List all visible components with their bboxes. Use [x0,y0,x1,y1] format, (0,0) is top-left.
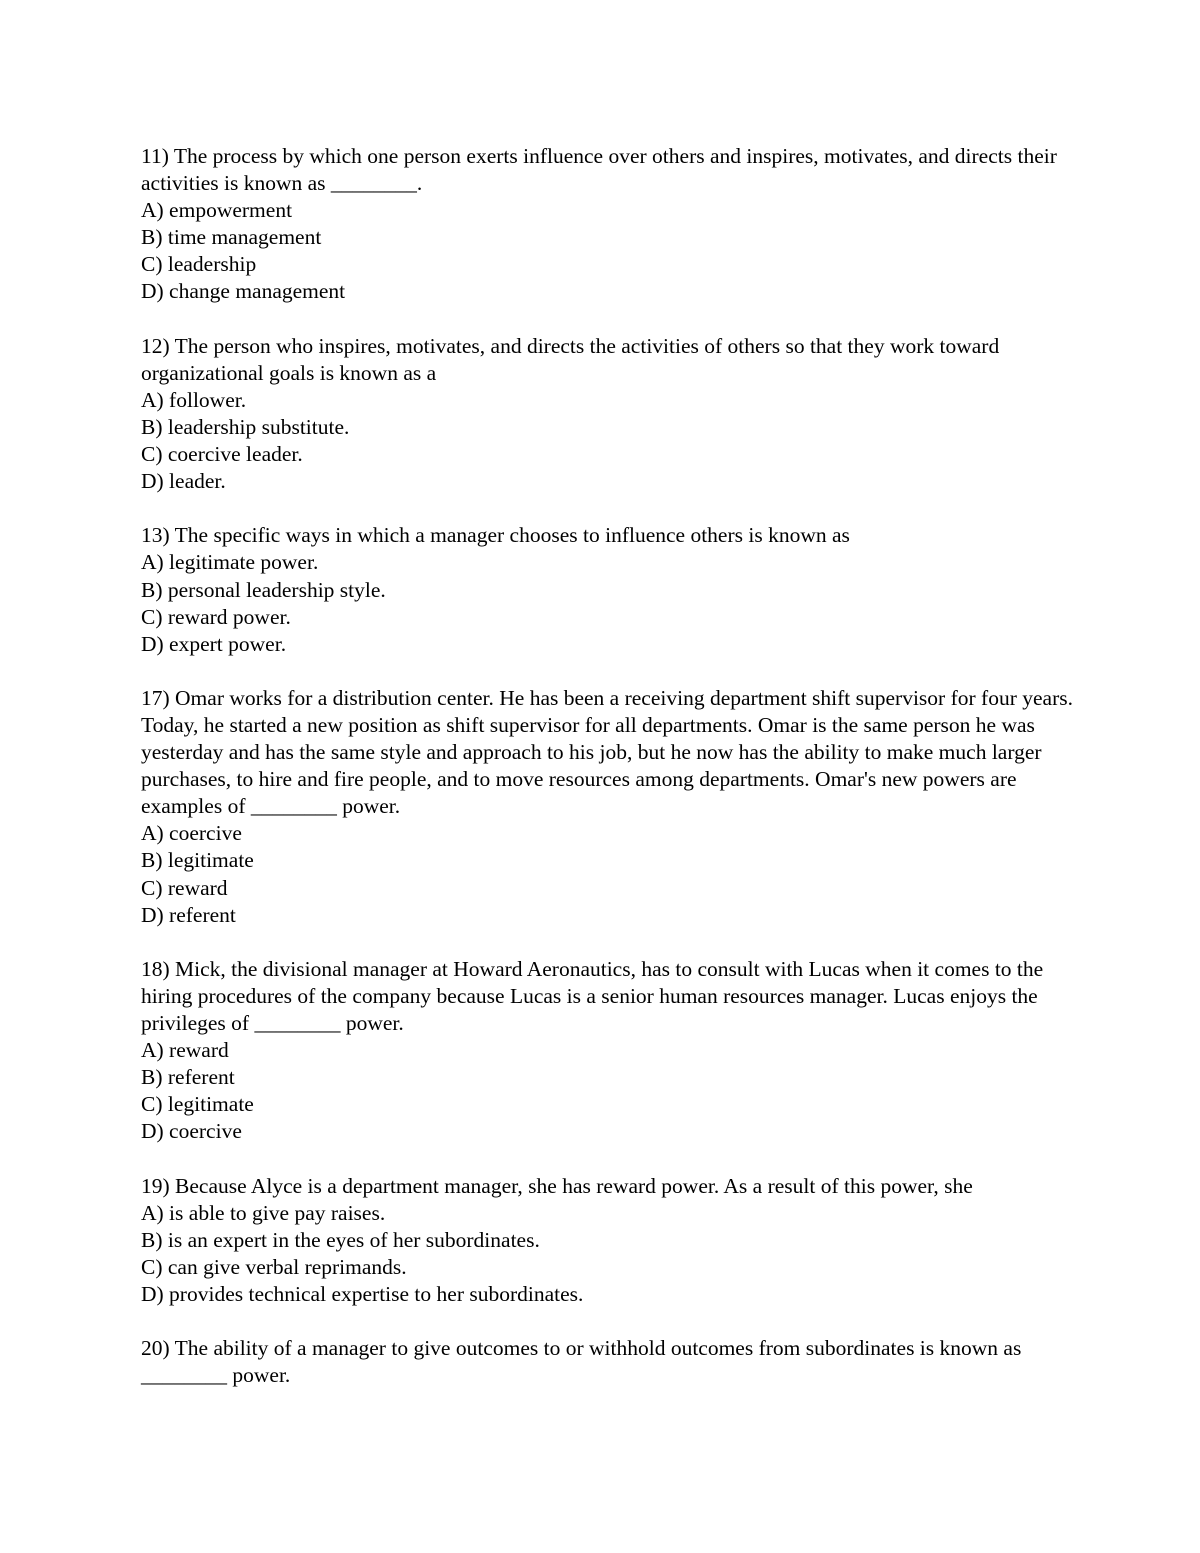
question-18 [141,956,1081,1146]
answer-option-d: D) provides technical expertise to her subordinates. [141,1281,584,1306]
answer-option-c: C) can give verbal reprimands. [141,1254,407,1279]
answer-option-c: C) leadership [141,252,257,277]
question-text: 19) Because Alyce is a department manager, she has reward power. As a result of this power, she [141,1173,973,1198]
answer-option-c: C) reward [141,875,228,900]
answer-option-d: D) coercive [141,1119,242,1144]
answer-option-d: D) change management [141,279,346,304]
question-text: 18) Mick, the divisional manager at Howard Aeronautics, has to consult with Lucas when it comes to the hiring procedures of the company because Lucas is a senior human resources manager. Lucas enjoys the privileges of ________ power. [141,956,1049,1035]
answer-option-b: B) referent [141,1065,235,1090]
question-text: 13) The specific ways in which a manager chooses to influence others is known as [141,523,850,548]
question-17 [141,685,1081,929]
questions-list [141,143,1081,1416]
answer-option-d: D) leader. [141,469,226,494]
question-11 [141,143,1081,306]
answer-option-a: A) reward [141,1038,229,1063]
answer-option-b: B) is an expert in the eyes of her subordinates. [141,1227,540,1252]
answer-option-c: C) reward power. [141,604,291,629]
answer-option-b: B) legitimate [141,848,254,873]
question-text: 20) The ability of a manager to give outcomes to or withhold outcomes from subordinates is known as ________ power. [141,1336,1027,1388]
answer-option-a: A) is able to give pay raises. [141,1200,386,1225]
question-19 [141,1173,1081,1308]
answer-option-d: D) expert power. [141,631,287,656]
question-20 [141,1335,1081,1389]
answer-option-b: B) time management [141,225,322,250]
answer-option-c: C) coercive leader. [141,442,303,467]
question-text: 17) Omar works for a distribution center. He has been a receiving department shift supervisor for four years. Today, he started a new position as shift supervisor for all departments. Omar is the same person he was yesterday and has the same style and approach to his job, but he now has the ability to make much larger purchases, to hire and fire people, and to move resources among departments. Omar's new powers are examples of ________ power. [141,685,1078,819]
answer-option-a: A) empowerment [141,198,293,223]
answer-option-b: B) personal leadership style. [141,577,386,602]
question-text: 12) The person who inspires, motivates, and directs the activities of others so that they work toward organizational goals is known as a [141,333,1005,385]
question-13 [141,522,1081,657]
answer-option-a: A) follower. [141,387,247,412]
answer-option-a: A) legitimate power. [141,550,319,575]
answer-option-b: B) leadership substitute. [141,414,350,439]
answer-option-c: C) legitimate [141,1092,254,1117]
answer-option-a: A) coercive [141,821,242,846]
answer-option-d: D) referent [141,902,236,927]
question-12 [141,333,1081,496]
question-text: 11) The process by which one person exerts influence over others and inspires, motivates, and directs their activities is known as ________. [141,144,1063,196]
